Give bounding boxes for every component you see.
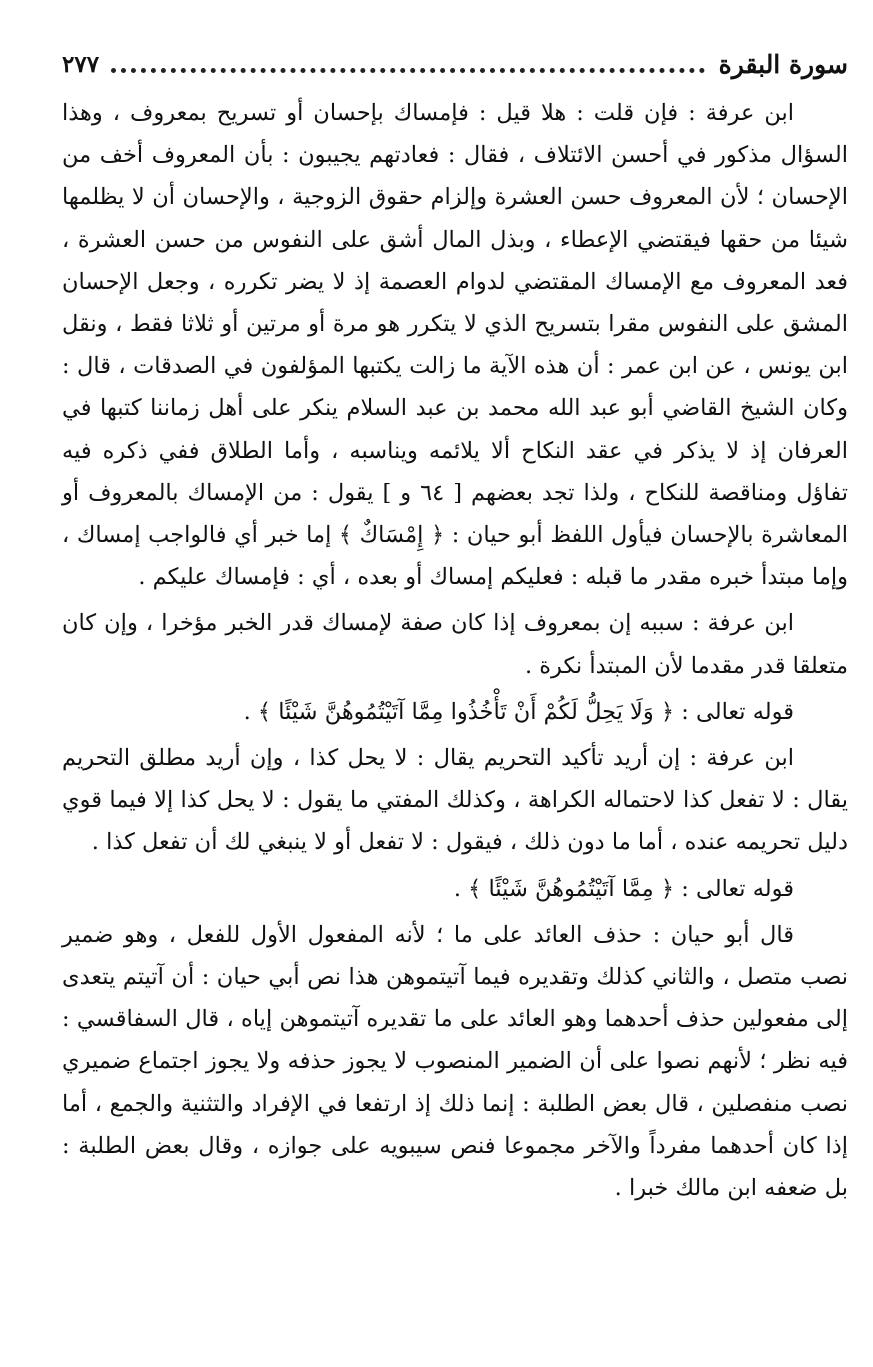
page-number: ٢٧٧ xyxy=(62,50,100,78)
page-header xyxy=(62,44,848,84)
paragraph-ibn-arafa-2: ابن عرفة : سببه إن بمعروف إذا كان صفة لإمساك قدر الخبر مؤخرا ، وإن كان متعلقا قدر مقدما لأن المبتدأ نكرة . xyxy=(62,610,848,679)
paragraph-ibn-arafa-3: ابن عرفة : إن أريد تأكيد التحريم يقال : لا يحل كذا ، وإن أريد مطلق التحريم يقال : لا تفعل كذا لاحتماله الكراهة ، وكذلك المفتي ما يقول : لا يحل كذا إلا فيما قوي دليل تحريمه عنده ، أما ما دون ذلك ، فيقول : لا تفعل أو لا ينبغي لك أن تفعل كذا . xyxy=(62,745,848,856)
surah-title: سورة البقرة xyxy=(718,49,848,79)
paragraph-abu-hayyan: قال أبو حيان : حذف العائد على ما ؛ لأنه المفعول الأول للفعل ، وهو ضمير نصب متصل ، والثاني كذلك وتقديره فيما آتيتموهن هذا نص أبي حيان : أن آتيتم يتعدى إلى مفعولين حذف أحدهما وهو العائد على ما تقديره آتيتموهن إياه ، قال السفاقسي : فيه نظر ؛ لأنهم نصوا على أن الضمير المنصوب لا يجوز حذفه ولا يجوز اجتماع ضميري نصب منفصلين ، قال بعض الطلبة : إنما ذلك إذ ارتفعا في الإفراد والتثنية والجمع ، أما إذا كان أحدهما مفرداً والآخر مجموعا فنص سيبويه على جوازه ، وقال بعض الطلبة : بل ضعفه ابن مالك خبرا . xyxy=(62,921,848,1202)
paragraph-verse-1: قوله تعالى : ﴿ وَلَا يَحِلُّ لَكُمْ أَنْ تَأْخُذُوا مِمَّا آتَيْتُمُوهُنَّ شَيْئًا ﴾ . xyxy=(243,698,794,725)
dotted-leader xyxy=(111,68,705,73)
paragraph-ibn-arafa-1: ابن عرفة : فإن قلت : هلا قيل : فإمساك بإحسان أو تسريح بمعروف ، وهذا السؤال مذكور في أحسن الائتلاف ، فقال : فعادتهم يجيبون : بأن المعروف أخف من الإحسان ؛ لأن المعروف حسن العشرة وإلزام حقوق الزوجية ، والإحسان أن لا يظلمها شيئا من حقها فيقتضي الإعطاء ، وبذل المال أشق على النفوس من حسن العشرة ، فعد المعروف مع الإمساك المقتضي لدوام العصمة إذ لا يضر تكرره ، وجعل الإحسان المشق على النفوس مقرا بتسريح الذي لا يتكرر هو مرة أو مرتين أو ثلاثا فقط ، ونقل ابن يونس ، عن ابن عمر : أن هذه الآية ما زالت يكتبها المؤلفون في الصدقات ، قال : وكان الشيخ القاضي أبو عبد الله محمد بن عبد السلام ينكر على أهل زماننا كتبها في العرفان إذ لا يذكر في عقد النكاح ألا يلائمه ويناسبه ، وأما الطلاق ففي ذكره فيه تفاؤل ومناقصة للنكاح ، ولذا تجد بعضهم [ ٦٤ و ] يقول : من الإمساك بالمعروف أو المعاشرة بالإحسان فيأول اللفظ أبو حيان : ﴿ إِمْسَاكٌ ﴾ إما خبر أي فالواجب إمساك ، وإما مبتدأ خبره مقدر ما قبله : فعليكم إمساك أو بعده ، أي : فإمساك عليكم . xyxy=(62,100,848,591)
page-body xyxy=(62,92,848,1209)
paragraph-verse-2: قوله تعالى : ﴿ مِمَّا آتَيْتُمُوهُنَّ شَيْئًا ﴾ . xyxy=(453,875,794,902)
